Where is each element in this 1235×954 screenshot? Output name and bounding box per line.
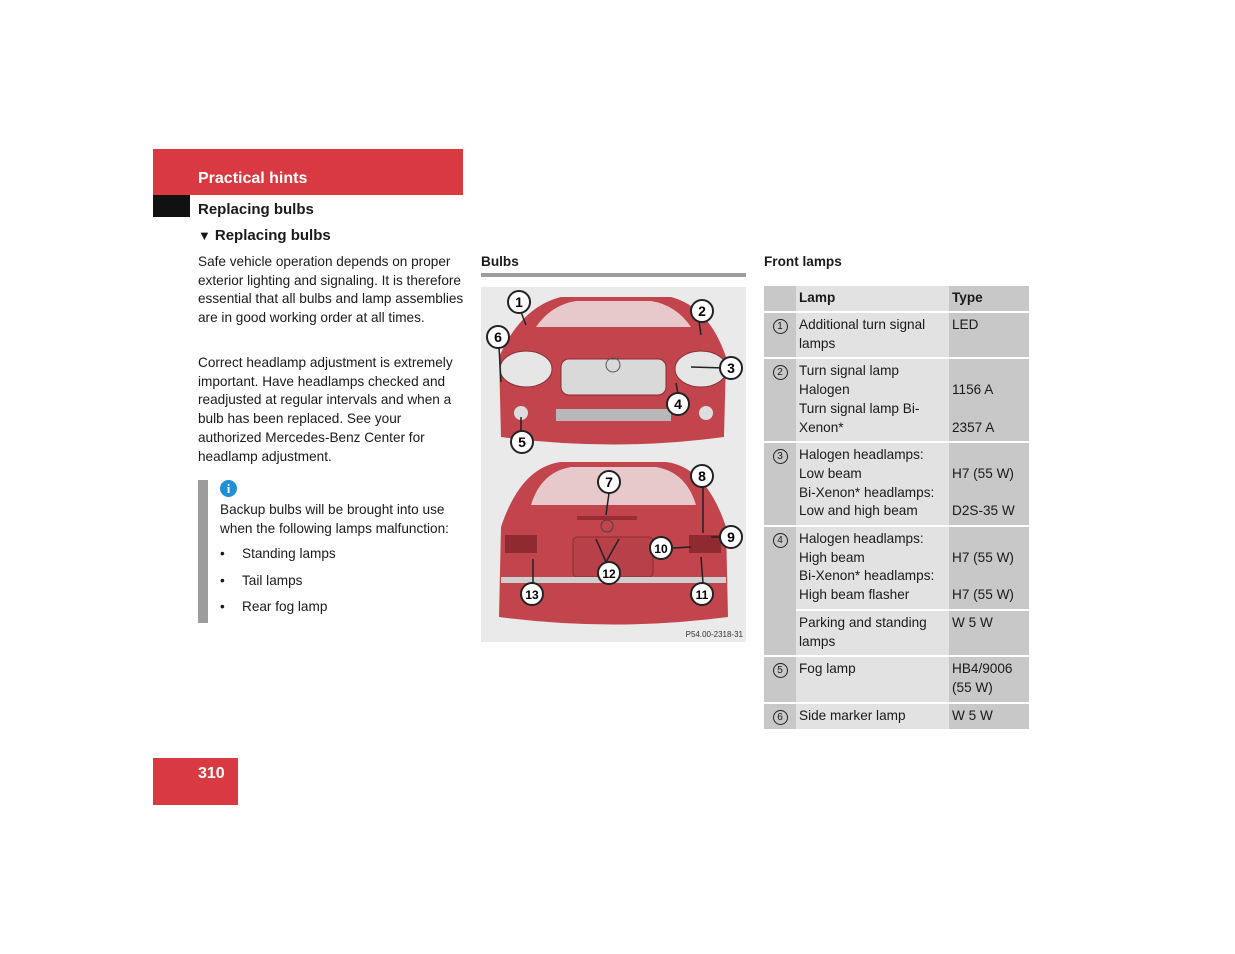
callout-2 [691,300,713,322]
list-item: • Standing lamps [220,546,336,561]
callout-13 [521,583,543,605]
page-number-box [153,758,238,805]
callout-1 [508,291,530,313]
svg-text:10: 10 [654,542,668,556]
svg-text:13: 13 [525,588,539,602]
section-tab-marker [153,195,190,217]
table-label: Front lamps [764,254,842,269]
svg-text:3: 3 [727,360,735,376]
section-title: Practical hints [198,170,308,187]
svg-text:8: 8 [698,468,706,484]
bulb-location-figure [481,287,746,642]
list-item: • Tail lamps [220,572,303,588]
table-row: Parking and standing lamps W 5 W [764,610,1029,656]
callout-3 [720,357,742,379]
svg-text:11: 11 [695,588,709,602]
front-lamps-table [764,286,1029,729]
svg-text:9: 9 [727,529,735,545]
info-icon: i [220,480,237,497]
topic-title-text: Replacing bulbs [214,227,331,244]
note-text: Backup bulbs will be brought into use when the following lamps malfunction: [220,502,449,536]
svg-text:5: 5 [518,434,526,450]
topic-title [198,227,331,244]
callout-6 [487,326,509,348]
svg-text:6: 6 [494,329,502,345]
table-row: 4 Halogen headlamps: High beam Bi-Xenon* headlamps: High beam flasher H7 (55 W) H7 (55 W) [764,526,1029,610]
column-header-type: Type [949,286,1029,312]
table-row: 5 Fog lamp HB4/9006 (55 W) [764,656,1029,702]
svg-text:4: 4 [674,396,682,412]
figure-caption: P54.00-2318-31 [685,630,743,639]
column-header-lamp: Lamp [796,286,949,312]
intro-paragraph-1: Safe vehicle operation depends on proper exterior lighting and signaling. It is therefore essential that all bulbs and lamp assemblies are in good working order at all times. [198,254,464,326]
table-row: 1 Additional turn signal lamps LED [764,312,1029,358]
front-car-view [499,297,727,445]
callout-4 [667,393,689,415]
figure-label-rule [481,273,746,277]
table-row: 6 Side marker lamp W 5 W [764,703,1029,730]
table-row: 2 Turn signal lamp Halogen Turn signal lamp Bi-Xenon* 1156 A 2357 A [764,358,1029,442]
list-item: • Rear fog lamp [220,599,328,614]
triangle-down-icon: ▼ [198,228,211,243]
callout-10 [650,537,672,559]
info-note [198,480,468,623]
callout-7 [598,471,620,493]
page-number: 310 [198,765,225,782]
svg-text:12: 12 [602,567,616,581]
callout-9 [720,526,742,548]
note-list [220,546,336,626]
table-row: 3 Halogen headlamps: Low beam Bi-Xenon* headlamps: Low and high beam H7 (55 W) D2S-35 W [764,442,1029,526]
callout-8 [691,465,713,487]
subsection-title: Replacing bulbs [198,201,314,218]
car-illustration [481,287,746,642]
svg-text:1: 1 [515,294,523,310]
callout-11 [691,583,713,605]
figure-label: Bulbs [481,254,519,269]
svg-text:7: 7 [605,474,613,490]
callout-5 [511,431,533,453]
intro-paragraph-2: Correct headlamp adjustment is extremely important. Have headlamps checked and readjusted at regular intervals and when a bulb has been replaced. See your authorized Mercedes-Benz Center for headlamp adjustment. [198,355,453,464]
svg-text:2: 2 [698,303,706,319]
note-side-bar [198,480,208,623]
table-header-row [764,286,1029,312]
callout-12 [598,562,620,584]
